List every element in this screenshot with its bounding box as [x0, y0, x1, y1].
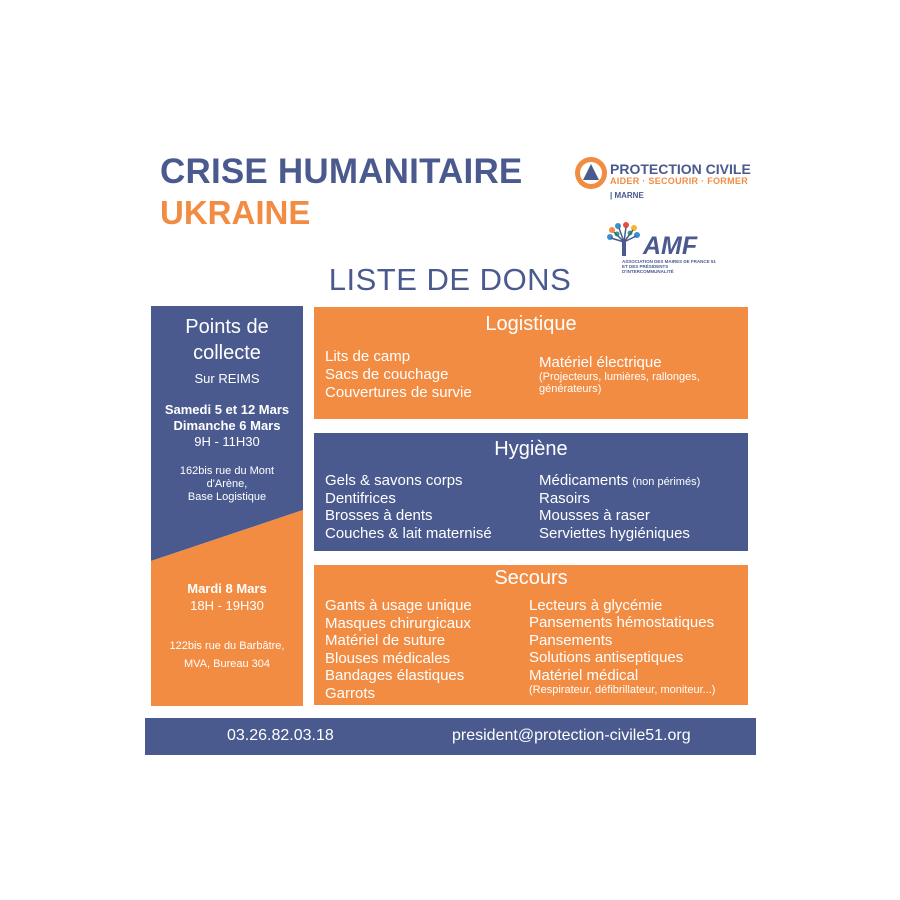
hygiene-title: Hygiène: [494, 438, 568, 460]
collection-city: Sur REIMS: [194, 371, 260, 386]
list-item: Solutions antiseptiques: [529, 649, 684, 666]
protection-civile-region: | MARNE: [610, 191, 644, 200]
list-item: Dentifrices: [325, 490, 396, 507]
slot2-hours: 18H - 19H30: [190, 598, 264, 613]
protection-civile-name: PROTECTION CIVILE: [610, 161, 751, 177]
list-item: Serviettes hygiéniques: [539, 525, 690, 542]
slot2-address-2: MVA, Bureau 304: [183, 658, 270, 670]
secours-box: [314, 565, 748, 705]
logistique-title: Logistique: [485, 313, 577, 335]
list-item: Lits de camp: [325, 348, 411, 365]
list-item-note: (Respirateur, défibrillateur, moniteur...): [529, 684, 716, 696]
list-item: Couches & lait maternisé: [325, 525, 492, 542]
phone-link[interactable]: 03.26.82.03.18: [227, 727, 334, 744]
list-item: Rasoirs: [539, 490, 590, 507]
list-item: Gels & savons corps: [325, 472, 463, 489]
list-item: Gants à usage unique: [325, 597, 472, 614]
collection-title-2: collecte: [193, 342, 261, 364]
page-title: CRISE HUMANITAIRE: [160, 152, 523, 191]
list-item: Mousses à raser: [539, 507, 650, 524]
list-item-note: (non périmés): [632, 476, 701, 488]
slot1-date-2: Dimanche 6 Mars: [173, 418, 281, 433]
slot2-date: Mardi 8 Mars: [187, 581, 267, 596]
hygiene-box: [314, 433, 748, 551]
list-item: Matériel électrique: [539, 354, 662, 371]
list-title: LISTE DE DONS: [328, 262, 572, 297]
slot1-address-3: Base Logistique: [187, 491, 267, 503]
list-item: Matériel médical: [529, 667, 639, 684]
slot2-address-1: 122bis rue du Barbâtre,: [169, 640, 285, 652]
slot1-date-1: Samedi 5 et 12 Mars: [164, 402, 290, 417]
list-item-label: Médicaments: [539, 472, 629, 489]
list-item: Blouses médicales: [325, 650, 451, 667]
amf-subtitle: ASSOCIATION DES MAIRES DE FRANCE 51 ET DES PRÉSIDENTS D'INTERCOMMUNALITÉ: [622, 259, 716, 274]
protection-civile-logo-icon: [574, 156, 608, 190]
email-link[interactable]: president@protection-civile51.org: [452, 727, 691, 744]
slot1-hours: 9H - 11H30: [194, 434, 260, 449]
list-item: Sacs de couchage: [325, 366, 449, 383]
contact-footer: [145, 718, 756, 755]
list-item-note: (Projecteurs, lumières, rallonges, générateurs): [539, 371, 700, 395]
list-item: Pansements hémostatiques: [529, 614, 715, 631]
list-item: Masques chirurgicaux: [325, 615, 471, 632]
list-item: [539, 472, 700, 492]
amf-logo-text: AMF: [643, 232, 698, 260]
amf-tree-icon: [606, 222, 642, 258]
slot1-address-1: 162bis rue du Mont: [179, 465, 275, 477]
logistique-box: [314, 307, 748, 419]
list-item: Garrots: [325, 685, 376, 702]
list-item: Matériel de suture: [325, 632, 446, 649]
secours-title: Secours: [494, 567, 568, 589]
list-item: Pansements: [529, 632, 613, 649]
page-subtitle: UKRAINE: [160, 194, 311, 231]
collection-title-1: Points de: [185, 316, 269, 338]
slot1-address-2: d'Arène,: [206, 478, 248, 490]
list-item: Brosses à dents: [325, 507, 433, 524]
list-item: Couvertures de survie: [325, 384, 472, 401]
list-item: Lecteurs à glycémie: [529, 597, 663, 614]
protection-civile-tagline: AIDER · SECOURIR · FORMER: [610, 176, 748, 186]
list-item: Bandages élastiques: [325, 667, 465, 684]
